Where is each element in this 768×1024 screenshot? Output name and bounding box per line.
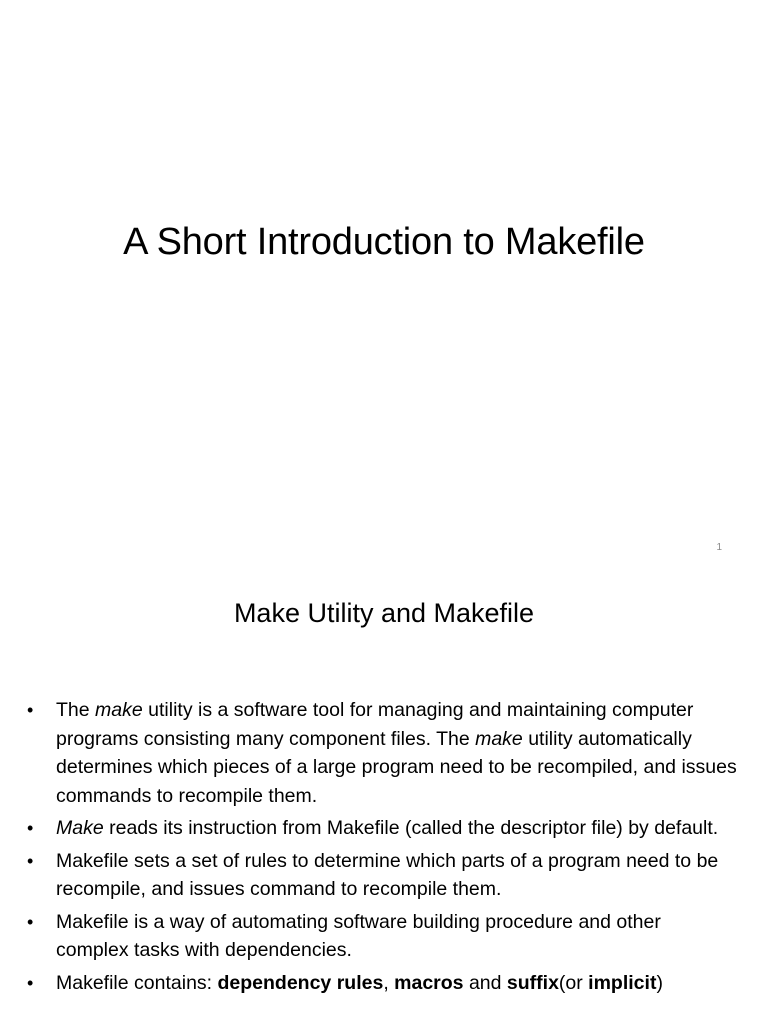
bullet-dot-icon: • <box>27 850 34 871</box>
bullet-item <box>0 847 768 904</box>
section-title: Make Utility and Makefile <box>233 598 535 628</box>
bullet-text-segment: , <box>383 971 395 994</box>
bullet-item <box>0 814 768 843</box>
bullet-dot-icon: • <box>27 972 34 993</box>
bullet-list <box>0 696 768 1001</box>
bullet-dot-icon: • <box>27 911 34 932</box>
bullet-text-segment: suffix <box>506 971 559 994</box>
bullet-text-segment: Makefile sets a set of rules to determine which parts of a program need to be recompile, and issues command to recompile them. <box>56 849 719 900</box>
bullet-text-segment: Makefile is a way of automating software building procedure and other complex tasks with dependencies. <box>56 910 661 961</box>
bullet-text-segment: (or <box>558 971 589 994</box>
bullet-item <box>0 908 768 965</box>
bullet-dot-icon: • <box>27 700 34 720</box>
bullet-text-segment: make <box>475 727 523 750</box>
bullet-text-segment: make <box>95 699 143 721</box>
bullet-dot-icon: • <box>27 818 34 838</box>
bullet-text-segment: dependency rules <box>217 971 384 994</box>
bullet-text-segment: Makefile contains: <box>56 971 218 994</box>
slide-title: A Short Introduction to Makefile <box>123 221 645 263</box>
bullet-text-segment: utility is a software tool for managing and maintaining computer programs consisting many component files. The <box>56 699 694 750</box>
bullet-text-segment: implicit <box>588 971 657 994</box>
bullet-text-segment: ) <box>656 971 663 994</box>
bullet-text-segment: The <box>56 699 96 721</box>
content-slide <box>0 576 768 1024</box>
bullet-text-segment: and <box>463 971 507 994</box>
bullet-text-segment: Make <box>56 817 104 839</box>
bullet-item <box>0 969 768 998</box>
bullet-text-segment: utility automatically determines which pieces of a large program need to be recompiled, and issues commands to recompile them. <box>56 727 737 807</box>
slide-page-number: 1 <box>716 542 722 553</box>
bullet-text-segment: reads its instruction from Makefile (called the descriptor file) by default. <box>103 817 719 839</box>
bullet-text-segment: macros <box>394 971 464 994</box>
bullet-item <box>0 696 768 810</box>
